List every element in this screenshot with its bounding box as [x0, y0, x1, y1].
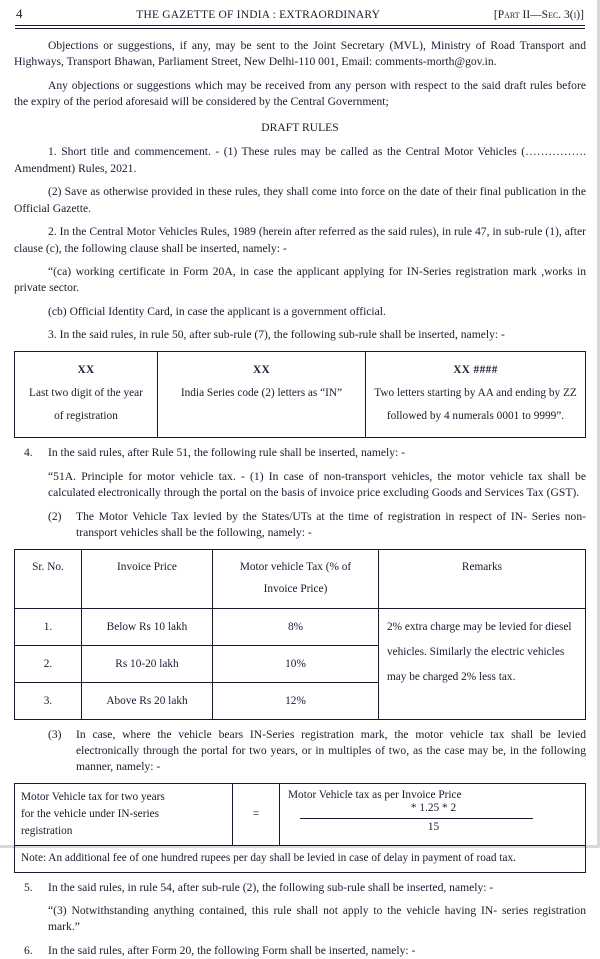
series-format-table [14, 351, 586, 438]
series-cell-year [15, 351, 158, 437]
formula-table-wrap [14, 783, 586, 873]
header-motor-vehicle-tax [213, 549, 379, 608]
item-5-text: In the said rules, in rule 54, after sub-rule (2), the following sub-rule shall be inserted, namely: - [48, 880, 494, 894]
rule-51a-sub-2-text: The Motor Vehicle Tax levied by the States/UTs at the time of registration in respect of IN- Series non-transport vehicles shall be the following, namely: - [76, 509, 586, 540]
formula-note: Note: An additional fee of one hundred rupees per day shall be levied in case of delay in payment of road tax. [15, 845, 586, 872]
rule-51a-sub-3-text: In case, where the vehicle bears IN-Series registration mark, the motor vehicle tax shall be levied electronically through the portal for two years, or in multiples of two, as the case may be, in the following manner, namely: - [76, 727, 586, 774]
table-header-row [15, 549, 586, 608]
header-remarks: Remarks [379, 549, 586, 608]
part-label: Part II—Sec. 3(i) [497, 9, 581, 21]
clause-ca: “(ca) working certificate in Form 20A, in case the applicant applying for IN-Series registration mark ,works in private sector. [14, 264, 586, 295]
formula-lhs-line1: Motor Vehicle tax for two years [21, 790, 165, 803]
rule-51a-sub-3-marker: (3) [48, 727, 62, 741]
tax-row-3-tax: 12% [213, 682, 379, 719]
series-desc-india-line1: India Series code (2) letters as “IN” [180, 386, 343, 399]
formula-lhs-line3: registration [21, 824, 73, 837]
header-sr-no: Sr. No. [15, 549, 82, 608]
running-header [14, 6, 586, 25]
series-cell-letters-numerals [366, 351, 586, 437]
formula-equals-sign: = [233, 783, 280, 845]
item-4-text: In the said rules, after Rule 51, the following rule shall be inserted, namely: - [48, 446, 406, 460]
series-code-letters: XX #### [453, 363, 498, 376]
table-row [15, 845, 586, 872]
clause-cb: (cb) Official Identity Card, in case the applicant is a government official. [48, 304, 386, 318]
tax-row-1-price: Below Rs 10 lakh [82, 608, 213, 645]
tax-row-2-tax: 10% [213, 645, 379, 682]
part-designation [494, 9, 584, 21]
series-desc-letters-line2: followed by 4 numerals 0001 to 9999”. [386, 410, 565, 423]
tax-row-3-sr: 3. [15, 682, 82, 719]
formula-lhs [15, 783, 233, 845]
remarks-line-3: may be charged 2% less tax. [387, 670, 516, 683]
item-4 [14, 445, 586, 461]
table-row [15, 608, 586, 645]
rule-51a-sub-2 [14, 509, 586, 542]
tax-formula-table [14, 783, 586, 873]
rule-51a-sub-2-marker: (2) [48, 509, 62, 523]
rule-2: 2. In the Central Motor Vehicles Rules, 1989 (herein after referred as the said rules), in rule 47, in sub-rule (1), after clause (c), the following clause shall be inserted, namely: - [14, 225, 586, 255]
formula-fraction-bar [300, 818, 533, 819]
item-5 [14, 880, 586, 896]
series-desc-letters-line1: Two letters starting by AA and ending by ZZ [374, 386, 577, 399]
rule-51a: “51A. Principle for motor vehicle tax. - (1) In case of non-transport vehicles, the motor vehicle tax shall be calculated electronically through the portal on the basis of invoice price excluding Goods and Services Tax (GST). [48, 469, 586, 500]
item-6-text: In the said rules, after Form 20, the following Form shall be inserted, namely: - [48, 943, 416, 957]
rule-3: 3. In the said rules, in rule 50, after sub-rule (7), the following sub-rule shall be inserted, namely: - [48, 328, 505, 342]
gazette-title: THE GAZETTE OF INDIA : EXTRAORDINARY [136, 9, 381, 21]
header-divider [15, 25, 585, 29]
item-6 [14, 943, 586, 959]
table-row [15, 783, 586, 845]
rule-1-sub-2: (2) Save as otherwise provided in these rules, they shall come into force on the date of their final publication in the Official Gazette. [14, 185, 586, 215]
header-invoice-price: Invoice Price [82, 549, 213, 608]
part-bracket-close: ] [580, 9, 584, 21]
part-bracket-open: [ [493, 9, 498, 21]
formula-rhs [280, 783, 586, 845]
tax-row-1-tax: 8% [213, 608, 379, 645]
formula-multiplier: * 1.25 * 2 [410, 801, 457, 814]
page-number: 4 [16, 6, 23, 21]
rule-54-sub-3: “(3) Notwithstanding anything contained, this rule shall not apply to the vehicle having IN- series registration mark.” [48, 903, 586, 934]
table-row [15, 351, 586, 437]
series-code-india: XX [252, 363, 271, 376]
tax-table-wrap [14, 549, 586, 720]
rule-1: 1. Short title and commencement. - (1) These rules may be called as the Central Motor Vehicles (……………. Amendment) Rules, 2021. [14, 145, 586, 175]
header-tax-line1: Motor vehicle Tax (% of [239, 560, 352, 573]
remarks-line-2: vehicles. Similarly the electric vehicles [387, 645, 565, 658]
motor-vehicle-tax-table [14, 549, 586, 720]
item-5-marker: 5. [24, 880, 33, 894]
formula-numerator: Motor Vehicle tax as per Invoice Price [288, 788, 462, 801]
item-4-marker: 4. [24, 446, 33, 460]
para-any-objections: Any objections or suggestions which may be received from any person with respect to the said draft rules before the expiry of the period aforesaid will be considered by the Central Government; [14, 78, 586, 109]
tax-row-1-sr: 1. [15, 608, 82, 645]
remarks-line-1: 2% extra charge may be levied for diesel [387, 620, 572, 633]
draft-rules-heading: DRAFT RULES [261, 120, 339, 134]
rule-51a-sub-3 [14, 727, 586, 776]
para-objections: Objections or suggestions, if any, may be sent to the Joint Secretary (MVL), Ministry of Road Transport and Highways, Transport Bhawan, Parliament Street, New Delhi-110 001, Email: comments-morth@gov.in. [14, 39, 586, 69]
series-desc-year-line2: of registration [54, 410, 118, 423]
tax-row-2-price: Rs 10-20 lakh [82, 645, 213, 682]
series-desc-year-line1: Last two digit of the year [29, 386, 143, 399]
header-tax-line2: Invoice Price) [263, 583, 328, 596]
item-6-marker: 6. [24, 943, 33, 957]
series-format-table-wrap [14, 351, 586, 438]
tax-row-2-sr: 2. [15, 645, 82, 682]
formula-denominator: 15 [427, 820, 440, 833]
formula-lhs-line2: for the vehicle under IN-series [21, 807, 160, 820]
tax-remarks-cell [379, 608, 586, 719]
series-code-year: XX [77, 363, 95, 376]
tax-row-3-price: Above Rs 20 lakh [82, 682, 213, 719]
series-cell-india-code [158, 351, 366, 437]
